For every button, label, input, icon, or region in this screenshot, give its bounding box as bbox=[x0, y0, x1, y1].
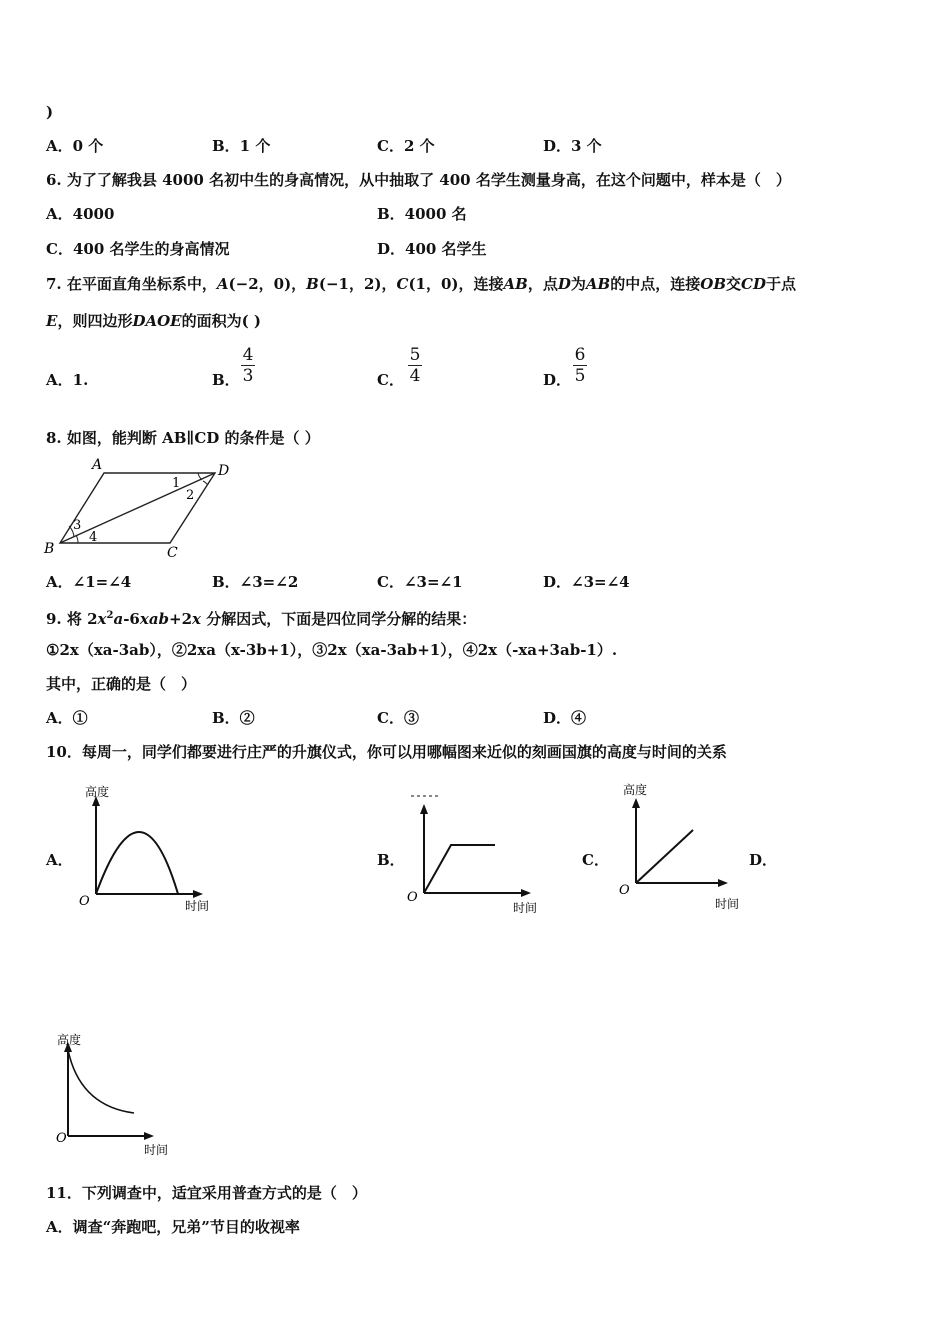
angle-label-1: 1 bbox=[172, 476, 181, 491]
decay-curve bbox=[68, 1050, 134, 1113]
q6-option-d: D．400 名学生 bbox=[377, 240, 487, 258]
q10-graph-a bbox=[75, 782, 225, 917]
q7-stem-line1 bbox=[46, 275, 796, 293]
vertex-label-b: B bbox=[44, 541, 55, 557]
q7-segment-cd: CD bbox=[741, 275, 766, 293]
q7-option-a-value: 1. bbox=[72, 371, 89, 389]
q7-point-d: D bbox=[557, 275, 571, 293]
q7-point-c: C bbox=[396, 275, 409, 293]
q9-var-x: x bbox=[97, 610, 107, 628]
q7-option-c-denominator: 4 bbox=[409, 366, 421, 386]
q8-stem: 8. 如图，能判断 AB∥CD 的条件是（ ） bbox=[46, 429, 320, 447]
q9-option-a: A．① bbox=[46, 709, 88, 727]
q10-graph-d bbox=[52, 1030, 192, 1160]
q9-var-xab: xab bbox=[139, 610, 170, 628]
angle-label-4: 4 bbox=[89, 530, 98, 545]
y-axis-arrow bbox=[420, 804, 428, 814]
q11-option-a: A．调查“奔跑吧，兄弟”节目的收视率 bbox=[46, 1218, 300, 1236]
q7-point-e: E bbox=[46, 312, 58, 330]
q7-option-a-label: A． bbox=[46, 371, 73, 389]
q7-point-b-coord: (−1，2)， bbox=[318, 275, 397, 293]
x-axis-label: 时间 bbox=[185, 899, 210, 913]
q6-option-a: A．4000 bbox=[46, 205, 115, 223]
q9-stem-d: 分解因式，下面是四位同学分解的结果： bbox=[201, 610, 477, 628]
q7-segment-ab: AB bbox=[503, 275, 528, 293]
q7-prefix: 7. 在平面直角坐标系中， bbox=[46, 275, 217, 293]
q7-option-d-denominator: 5 bbox=[574, 366, 586, 386]
parabola-curve bbox=[96, 832, 178, 894]
q7-text-7: 的面积为( ) bbox=[181, 312, 262, 330]
angle-label-2: 2 bbox=[186, 488, 195, 503]
rise-then-flat-line bbox=[424, 845, 495, 893]
q7-option-b-label: B． bbox=[212, 371, 240, 389]
q7-option-a bbox=[46, 371, 88, 389]
q7-option-d-fraction bbox=[573, 345, 587, 386]
q9-option-d: D．④ bbox=[543, 709, 587, 727]
q5-option-d: D．3 个 bbox=[543, 137, 602, 155]
y-axis-label: 高度 bbox=[85, 785, 110, 799]
q7-segment-ob: OB bbox=[700, 275, 726, 293]
q9-option-b: B．② bbox=[212, 709, 255, 727]
angle-arc-1 bbox=[198, 473, 202, 480]
angle-label-3: 3 bbox=[73, 518, 82, 533]
q7-stem-line2 bbox=[46, 312, 261, 330]
q9-stem-c: +2 bbox=[169, 610, 193, 628]
q5-option-b: B．1 个 bbox=[212, 137, 271, 155]
q5-option-c: C．2 个 bbox=[377, 137, 435, 155]
y-axis-arrow bbox=[632, 798, 640, 808]
q8-option-a: A．∠1=∠4 bbox=[46, 573, 132, 591]
q7-quadrilateral: DAOE bbox=[132, 312, 182, 330]
vertex-label-a: A bbox=[92, 457, 103, 473]
q7-text-1: ，点 bbox=[527, 275, 558, 293]
q9-var-a: a bbox=[113, 610, 124, 628]
q9-exponent: 2 bbox=[106, 610, 114, 621]
y-axis-label: 高度 bbox=[623, 783, 648, 797]
q7-option-c-fraction bbox=[408, 345, 422, 386]
q10-option-c-label: C． bbox=[582, 851, 609, 869]
vertex-label-d: D bbox=[218, 463, 230, 479]
q7-segment-ab-2: AB bbox=[585, 275, 611, 293]
q7-option-b-numerator: 4 bbox=[242, 345, 254, 365]
y-axis-label: 高度 bbox=[57, 1033, 82, 1047]
q10-graph-c bbox=[615, 780, 755, 915]
x-axis-arrow bbox=[718, 879, 728, 887]
q7-option-d-numerator: 6 bbox=[574, 345, 586, 365]
q6-stem: 6. 为了了解我县 4000 名初中生的身高情况，从中抽取了 400 名学生测量身高，在这个问题中，样本是（ ） bbox=[46, 171, 791, 189]
q7-option-c-numerator: 5 bbox=[409, 345, 421, 365]
q7-point-c-coord: (1，0)，连接 bbox=[408, 275, 504, 293]
origin-label: O bbox=[407, 890, 418, 905]
q7-point-a: A bbox=[216, 275, 229, 293]
q9-stem-b: -6 bbox=[123, 610, 140, 628]
q6-option-c: C．400 名学生的身高情况 bbox=[46, 240, 230, 258]
q7-option-b-denominator: 3 bbox=[242, 366, 254, 386]
linear-rise-line bbox=[636, 830, 693, 883]
q6-option-b: B．4000 名 bbox=[377, 205, 467, 223]
x-axis-arrow bbox=[144, 1132, 154, 1140]
q7-text-5: 于点 bbox=[765, 275, 796, 293]
q7-text-4: 交 bbox=[726, 275, 742, 293]
q9-stem bbox=[46, 607, 476, 628]
q5-stem-tail: ) bbox=[46, 103, 54, 121]
origin-label: O bbox=[619, 883, 630, 898]
q7-text-6: ，则四边形 bbox=[57, 312, 133, 330]
x-axis-arrow bbox=[193, 890, 203, 898]
q8-parallelogram-figure bbox=[40, 455, 240, 565]
x-axis-label: 时间 bbox=[715, 897, 740, 911]
q9-option-c: C．③ bbox=[377, 709, 419, 727]
q10-option-b-label: B． bbox=[377, 851, 405, 869]
q7-option-c-label: C． bbox=[377, 371, 404, 389]
q7-option-b-fraction bbox=[241, 345, 255, 386]
q9-prompt: 其中，正确的是（ ） bbox=[46, 675, 197, 693]
q5-option-a: A．0 个 bbox=[46, 137, 104, 155]
q7-text-2: 为 bbox=[570, 275, 586, 293]
x-axis-label: 时间 bbox=[144, 1143, 169, 1157]
q10-stem: 10．每周一，同学们都要进行庄严的升旗仪式，你可以用哪幅图来近似的刻画国旗的高度与时间的关系 bbox=[46, 743, 727, 761]
q10-option-d-label: D． bbox=[749, 851, 778, 869]
origin-label: O bbox=[79, 894, 90, 909]
q9-var-x2: x bbox=[192, 610, 201, 628]
q7-text-3: 的中点，连接 bbox=[610, 275, 701, 293]
origin-label: O bbox=[56, 1131, 67, 1146]
q7-option-d-label: D． bbox=[543, 371, 572, 389]
q10-graph-b bbox=[403, 790, 553, 920]
q8-option-d: D．∠3=∠4 bbox=[543, 573, 630, 591]
angle-arc-4 bbox=[76, 535, 78, 543]
q9-answers-line: ①2x（xa-3ab），②2xa（x-3b+1），③2x（xa-3ab+1），④2x（-xa+3ab-1）. bbox=[46, 641, 618, 659]
angle-arc-2 bbox=[203, 481, 208, 485]
q8-option-b: B．∠3=∠2 bbox=[212, 573, 299, 591]
q7-point-a-coord: (−2，0)， bbox=[228, 275, 307, 293]
x-axis-arrow bbox=[521, 889, 531, 897]
q11-stem: 11．下列调查中，适宜采用普查方式的是（ ） bbox=[46, 1184, 367, 1202]
q8-option-c: C．∠3=∠1 bbox=[377, 573, 463, 591]
x-axis-label: 时间 bbox=[513, 901, 538, 915]
vertex-label-c: C bbox=[167, 545, 178, 561]
q9-stem-a: 9. 将 2 bbox=[46, 610, 98, 628]
q7-point-b: B bbox=[306, 275, 319, 293]
q10-option-a-label: A． bbox=[46, 851, 73, 869]
